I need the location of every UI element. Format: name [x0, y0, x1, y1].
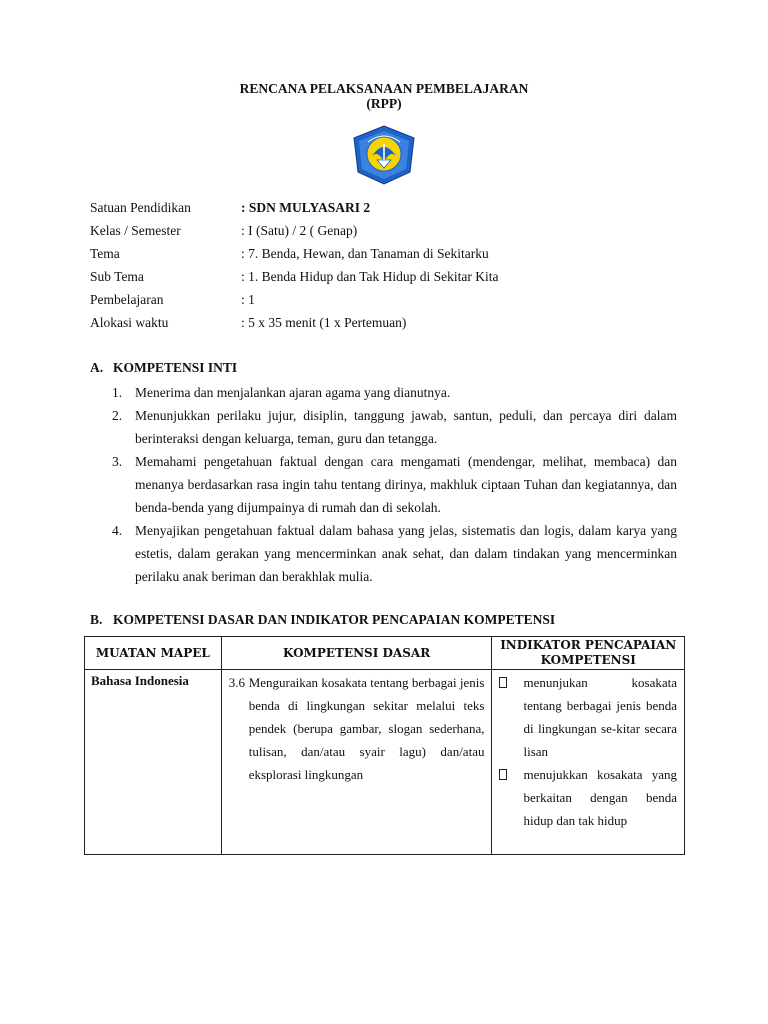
list-number: 4. — [112, 523, 123, 538]
bullet-icon — [499, 677, 507, 688]
identity-value: : I (Satu) / 2 ( Genap) — [241, 223, 358, 238]
kd-description: Menguraikan kosakata tentang berbagai jenis benda di lingkungan sekitar melalui teks pendek (berupa gambar, slogan sederhana, tulisan, dan/atau syair lagu) dan/atau eksplorasi lingkungan — [248, 675, 485, 782]
kompetensi-dasar-table — [84, 636, 685, 855]
section-letter: B. — [90, 612, 103, 627]
header-indikator: INDIKATOR PENCAPAIAN KOMPETENSI — [492, 637, 685, 670]
indicator-text: menujukkan kosakata yang berkaitan dengan benda hidup dan tak hidup — [523, 767, 677, 828]
header-muatan-mapel: MUATAN MAPEL — [85, 637, 222, 670]
identity-label: Pembelajaran — [90, 292, 164, 307]
section-b-heading — [90, 612, 555, 628]
section-title: KOMPETENSI DASAR DAN INDIKATOR PENCAPAIAN KOMPETENSI — [113, 612, 556, 627]
list-text: Menerima dan menjalankan ajaran agama yang dianutnya. — [135, 385, 451, 400]
kd-number: 3.6 — [228, 675, 245, 690]
list-text: Memahami pengetahuan faktual dengan cara mengamati (mendengar, melihat, membaca) dan menanya berdasarkan rasa ingin tahu tentang dirinya, makhluk ciptaan Tuhan dan kegiatannya, dan benda-benda yang dijumpainya di rumah dan di sekolah. — [135, 454, 677, 515]
list-text: Menyajikan pengetahuan faktual dalam bahasa yang jelas, sistematis dan logis, dalam karya yang estetis, dalam gerakan yang mencerminkan anak sehat, dan dalam tindakan yang mencerminkan perilaku anak beriman dan berakhlak mulia. — [135, 523, 677, 584]
identity-label: Alokasi waktu — [90, 315, 169, 330]
indicator-item — [493, 763, 683, 832]
indicator-item — [493, 671, 683, 763]
list-number: 3. — [112, 454, 123, 469]
kd-text — [223, 671, 491, 786]
identity-value: : SDN MULYASARI 2 — [241, 200, 371, 215]
identity-value: : 1 — [241, 292, 255, 307]
document-title: RENCANA PELAKSANAAN PEMBELAJARAN — [239, 81, 529, 96]
list-number: 1. — [112, 385, 123, 400]
identity-label: Kelas / Semester — [90, 223, 181, 238]
section-letter: A. — [90, 360, 104, 375]
identity-label: Sub Tema — [90, 269, 144, 284]
identity-value: : 5 x 35 menit (1 x Pertemuan) — [241, 315, 407, 330]
list-item — [112, 450, 677, 519]
list-item — [112, 381, 677, 404]
cell-mapel: Bahasa Indonesia — [85, 670, 222, 855]
header-kompetensi-dasar: KOMPETENSI DASAR — [221, 637, 492, 670]
section-title: KOMPETENSI INTI — [113, 360, 238, 375]
list-item — [112, 404, 677, 450]
kompetensi-inti-list — [112, 381, 677, 588]
cell-indikator — [492, 670, 685, 855]
bullet-icon — [499, 769, 507, 780]
identity-label: Satuan Pendidikan — [90, 200, 191, 215]
indicator-text: menunjukan kosakata tentang berbagai jenis benda di lingkungan se-kitar secara lisan — [523, 675, 677, 759]
list-number: 2. — [112, 408, 123, 423]
table-header-row — [85, 637, 685, 670]
identity-value: : 7. Benda, Hewan, dan Tanaman di Sekitarku — [241, 246, 489, 261]
list-item — [112, 519, 677, 588]
section-a-heading — [90, 360, 237, 376]
table-row — [85, 670, 685, 855]
list-text: Menunjukkan perilaku jujur, disiplin, tanggung jawab, santun, peduli, dan percaya diri dalam berinteraksi dengan keluarga, teman, guru dan tetangga. — [135, 408, 677, 446]
document-subtitle: (RPP) — [366, 96, 402, 111]
identity-label: Tema — [90, 246, 120, 261]
identity-value: : 1. Benda Hidup dan Tak Hidup di Sekitar Kita — [241, 269, 499, 284]
tut-wuri-handayani-logo — [350, 124, 418, 186]
cell-kompetensi-dasar — [221, 670, 492, 855]
